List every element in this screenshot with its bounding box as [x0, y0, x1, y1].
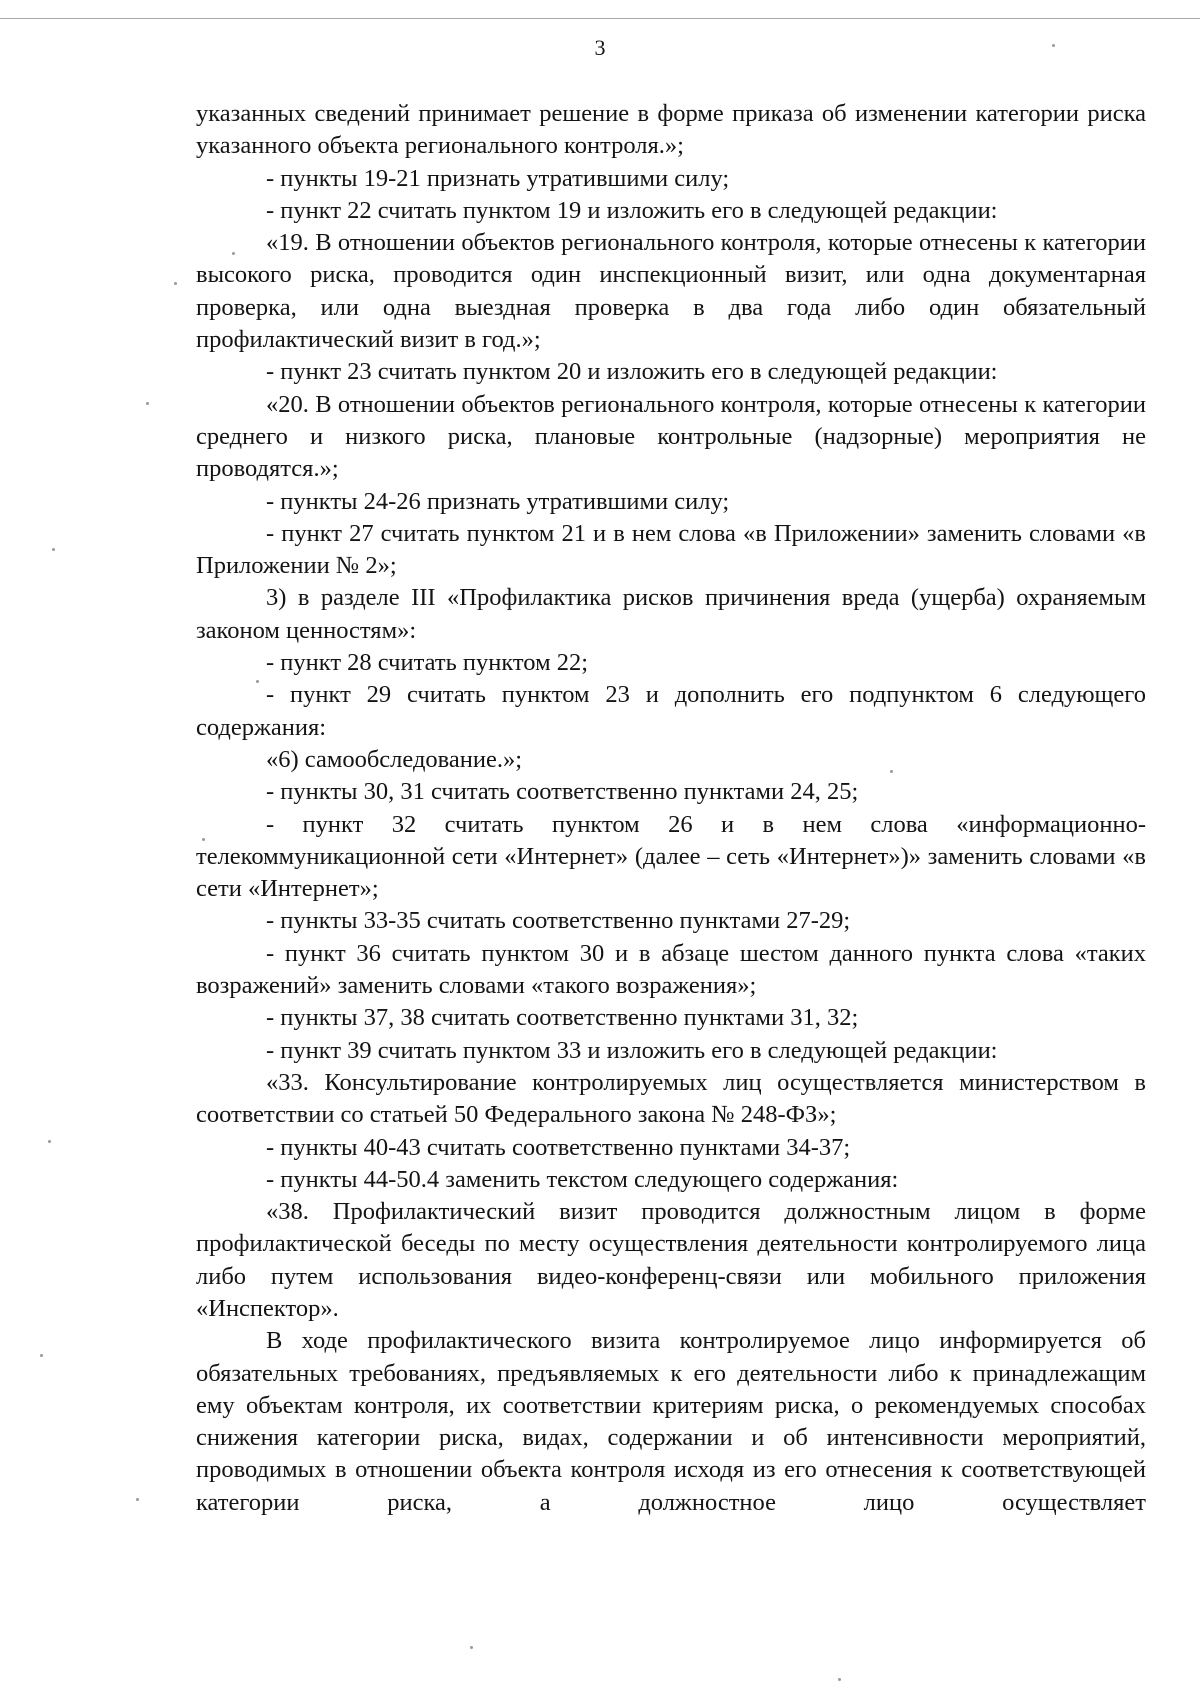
paragraph-11: - пункт 29 считать пунктом 23 и дополнить его подпунктом 6 следующего содержания: — [196, 681, 1146, 741]
paragraph-4: «19. В отношении объектов регионального контроля, которые отнесены к категории высокого риска, проводится один инспекционный визит, или одна документарная проверка, или одна выездная проверка в два года либо один обязательный профилактический визит в год.»; — [196, 229, 1146, 354]
scan-speck — [202, 838, 205, 841]
paragraph-14: - пункт 32 считать пунктом 26 и в нем слова «информационно-телекоммуникационной сети «Интернет» (далее – сеть «Интернет»)» заменить словами «в сети «Интернет»; — [196, 810, 1146, 903]
scan-speck — [1052, 44, 1055, 47]
scan-speck — [174, 282, 177, 285]
scan-speck — [52, 548, 55, 551]
scan-speck — [136, 1498, 139, 1501]
paragraph-19: «33. Консультирование контролируемых лиц осуществляется министерством в соответствии со статьей 50 Федерального закона № 248-ФЗ»; — [196, 1068, 1146, 1129]
paragraph-21: - пункты 44-50.4 заменить текстом следующего содержания: — [266, 1165, 899, 1193]
scan-speck — [232, 252, 235, 255]
paragraph-1: указанных сведений принимает решение в форме приказа об изменении категории риска указанного объекта регионального контроля.»; — [196, 100, 1146, 160]
paragraph-20: - пункты 40-43 считать соответственно пунктами 34-37; — [266, 1133, 851, 1161]
paragraph-6: «20. В отношении объектов регионального контроля, которые отнесены к категории среднего и низкого риска, плановые контрольные (надзорные) мероприятия не проводятся.»; — [196, 390, 1146, 483]
paragraph-12: «6) самообследование.»; — [266, 745, 523, 773]
scan-speck — [40, 1354, 43, 1357]
scan-speck — [48, 1140, 51, 1143]
paragraph-15: - пункты 33-35 считать соответственно пунктами 27-29; — [266, 907, 851, 935]
paragraph-17: - пункты 37, 38 считать соответственно пунктами 31, 32; — [266, 1004, 859, 1032]
paragraph-18: - пункт 39 считать пунктом 33 и изложить его в следующей редакции: — [266, 1036, 998, 1064]
paragraph-8: - пункт 27 считать пунктом 21 и в нем слова «в Приложении» заменить словами «в Приложении № 2»; — [196, 519, 1146, 580]
scan-speck — [890, 770, 893, 773]
document-body — [196, 98, 1146, 1519]
paragraph-5: - пункт 23 считать пунктом 20 и изложить его в следующей редакции: — [266, 358, 998, 386]
paragraph-10: - пункт 28 считать пунктом 22; — [266, 649, 589, 677]
paragraph-23: В ходе профилактического визита контролируемое лицо информируется об обязательных требованиях, предъявляемых к его деятельности либо к принадлежащим ему объектам контроля, их соответствии критериям риска, о рекомендуемых способах снижения категории риска, видах, содержании и об интенсивности мероприятий, проводимых в отношении объекта контроля исходя из его отнесения к соответствующей категории риска, а должностное лицо осуществляет — [196, 1327, 1146, 1516]
paragraph-7: - пункты 24-26 признать утратившими силу; — [266, 487, 730, 515]
paragraph-13: - пункты 30, 31 считать соответственно пунктами 24, 25; — [266, 778, 859, 806]
scan-top-edge — [0, 18, 1200, 19]
paragraph-16: - пункт 36 считать пунктом 30 и в абзаце шестом данного пункта слова «таких возражений» заменить словами «такого возражения»; — [196, 939, 1146, 1000]
paragraph-9: 3) в разделе III «Профилактика рисков причинения вреда (ущерба) охраняемым законом ценностям»: — [196, 584, 1146, 644]
scan-speck — [470, 1646, 473, 1649]
page-number: 3 — [594, 35, 606, 60]
paragraph-22: «38. Профилактический визит проводится должностным лицом в форме профилактической беседы по месту осуществления деятельности контролируемого лица либо путем использования видео-конференц-связи или мобильного приложения «Инспектор». — [196, 1198, 1146, 1322]
paragraph-3: - пункт 22 считать пунктом 19 и изложить его в следующей редакции: — [266, 196, 998, 224]
scan-speck — [838, 1678, 841, 1681]
scan-speck — [146, 402, 149, 405]
scan-speck — [256, 680, 259, 683]
paragraph-2: - пункты 19-21 признать утратившими силу; — [266, 164, 730, 192]
